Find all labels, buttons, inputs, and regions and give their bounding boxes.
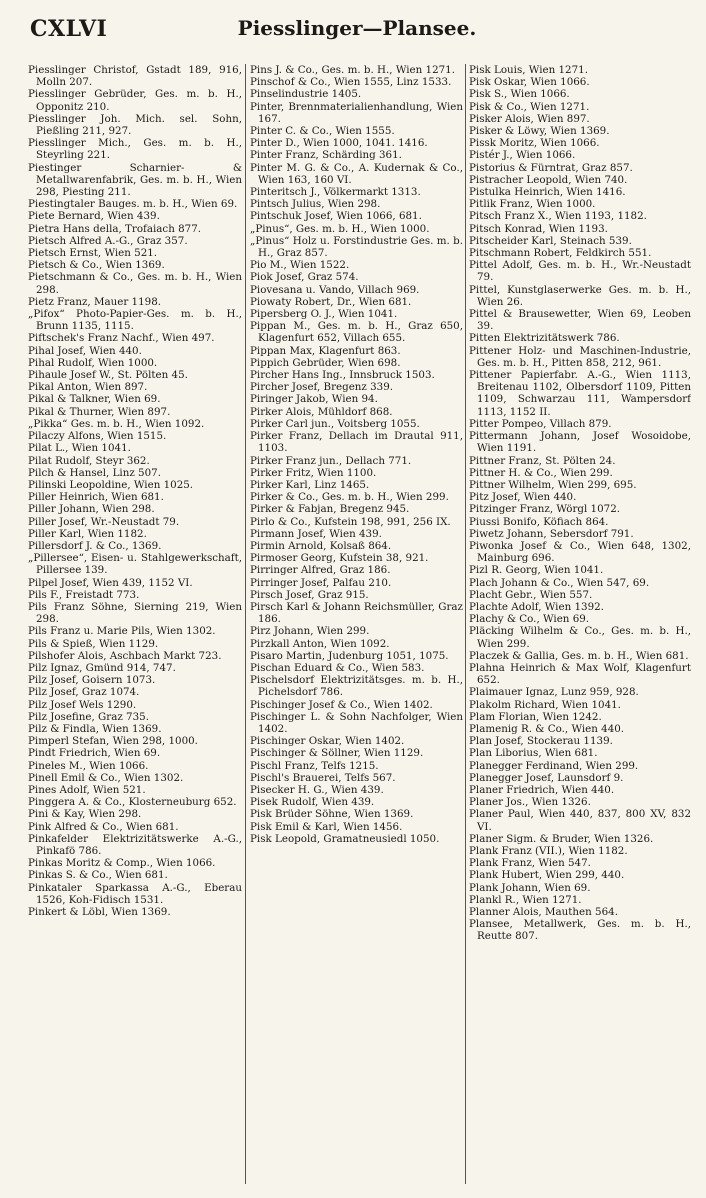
directory-entry: Plank Johann, Wien 69. xyxy=(469,881,591,894)
directory-entry: Pitter Pompeo, Villach 879. xyxy=(469,417,612,430)
column-1 xyxy=(28,64,242,1190)
directory-entry: Piesslinger Gebrüder, Ges. m. b. H., Opponitz 210. xyxy=(28,88,242,113)
directory-entry: Pirker Fritz, Wien 1100. xyxy=(250,466,377,479)
directory-entry: Pittner H. & Co., Wien 299. xyxy=(469,466,613,479)
directory-entry: Pirzkall Anton, Wien 1092. xyxy=(250,637,390,650)
directory-entry: Pisk S., Wien 1066. xyxy=(469,88,570,101)
directory-entry: Pippan M., Ges. m. b. H., Graz 650, Klagenfurt 652, Villach 655. xyxy=(250,320,463,345)
directory-entry: Pils & Spieß, Wien 1129. xyxy=(28,637,159,650)
directory-entry: Pilat L., Wien 1041. xyxy=(28,442,131,455)
directory-entry: Pini & Kay, Wien 298. xyxy=(28,808,142,821)
directory-entry: Piussi Bonifo, Köfiach 864. xyxy=(469,515,609,528)
directory-entry: Pitten Elektrizitätswerk 786. xyxy=(469,332,620,345)
directory-entry: Plank Franz, Wien 547. xyxy=(469,857,591,870)
directory-entry: Pirmoser Georg, Kufstein 38, 921. xyxy=(250,552,429,565)
directory-entry: Pirker Alois, Mühldorf 868. xyxy=(250,405,393,418)
directory-entry: Pitsch Konrad, Wien 1193. xyxy=(469,222,608,235)
column-divider xyxy=(245,64,246,1184)
directory-entry: Pittel & Brausewetter, Wien 69, Leoben 39. xyxy=(469,308,691,333)
directory-entry: Piesslinger Joh. Mich. sel. Sohn, Pießling 211, 927. xyxy=(28,112,242,138)
directory-entry: Pikal Anton, Wien 897. xyxy=(28,381,148,394)
directory-entry: Planer Sigm. & Bruder, Wien 1326. xyxy=(469,832,654,845)
directory-entry: Pinschof & Co., Wien 1555, Linz 1533. xyxy=(250,76,452,89)
directory-entry: Pink Alfred & Co., Wien 681. xyxy=(28,820,179,833)
directory-entry: Pitscheider Karl, Steinach 539. xyxy=(469,234,632,247)
directory-entry: Pittermann Johann, Josef Wosoidobe, Wien 1191. xyxy=(469,430,691,455)
directory-entry: Planer Paul, Wien 440, 837, 800 XV, 832 VI. xyxy=(469,808,691,833)
directory-entry: Pilz Josef, Graz 1074. xyxy=(28,686,140,699)
directory-entry: Pirker & Co., Ges. m. b. H., Wien 299. xyxy=(250,491,449,504)
directory-entry: Pirmin Arnold, Kolsaß 864. xyxy=(250,539,392,552)
directory-entry: Pisk Oskar, Wien 1066. xyxy=(469,76,590,89)
directory-entry: Plakolm Richard, Wien 1041. xyxy=(469,698,621,711)
directory-entry: Pietsch Alfred A.-G., Graz 357. xyxy=(28,234,188,247)
directory-entry: Plankl R., Wien 1271. xyxy=(469,893,582,906)
directory-entry: Plahna Heinrich & Max Wolf, Klagenfurt 652. xyxy=(469,661,691,687)
directory-entry: Pietsch Ernst, Wien 521. xyxy=(28,247,158,260)
directory-entry: Plan Josef, Stockerau 1139. xyxy=(469,735,613,748)
directory-entry: Planegger Josef, Launsdorf 9. xyxy=(469,771,624,784)
directory-entry: Pietra Hans della, Trofaiach 877. xyxy=(28,222,202,235)
directory-entry: Pilinski Leopoldine, Wien 1025. xyxy=(28,478,194,491)
page-title: Piesslinger—Plansee. xyxy=(237,16,477,40)
directory-entry: Piller Johann, Wien 298. xyxy=(28,503,155,516)
directory-entry: Planer Friedrich, Wien 440. xyxy=(469,783,615,796)
directory-entry: Pindt Friedrich, Wien 69. xyxy=(28,747,161,760)
directory-entry: Pippan Max, Klagenfurt 863. xyxy=(250,344,401,357)
directory-entry: Pisk Louis, Wien 1271. xyxy=(469,64,588,76)
directory-entry: Pinter, Brennmaterialienhandlung, Wien 167. xyxy=(250,100,463,125)
directory-entry: Pietschmann & Co., Ges. m. b. H., Wien 298. xyxy=(28,271,242,296)
directory-entry: Piok Josef, Graz 574. xyxy=(250,271,359,284)
directory-entry: Pilch & Hansel, Linz 507. xyxy=(28,466,161,479)
directory-entry: Piowaty Robert, Dr., Wien 681. xyxy=(250,295,412,308)
directory-entry: Pirker & Fabjan, Bregenz 945. xyxy=(250,503,410,516)
directory-entry: Pipersberg O. J., Wien 1041. xyxy=(250,308,398,321)
directory-entry: Planegger Ferdinand, Wien 299. xyxy=(469,759,639,772)
directory-entry: Pischinger L. & Sohn Nachfolger, Wien 1402. xyxy=(250,710,463,735)
directory-entry: Pisker Alois, Wien 897. xyxy=(469,112,590,125)
directory-entry: Pittner Franz, St. Pölten 24. xyxy=(469,454,616,467)
directory-entry: Pintsch Julius, Wien 298. xyxy=(250,198,381,211)
directory-entry: Pikal & Talkner, Wien 69. xyxy=(28,393,161,406)
directory-entry: Pischinger Josef & Co., Wien 1402. xyxy=(250,698,433,711)
directory-entry: Piller Karl, Wien 1182. xyxy=(28,527,147,540)
directory-entry: Pitschmann Robert, Feldkirch 551. xyxy=(469,247,652,260)
directory-entry: Pittner Wilhelm, Wien 299, 695. xyxy=(469,478,637,491)
column-divider xyxy=(465,64,466,1184)
directory-entry: Pinkas S. & Co., Wien 681. xyxy=(28,869,168,882)
page-number: CXLVI xyxy=(30,16,108,42)
directory-entry: Pihal Josef, Wien 440. xyxy=(28,344,142,357)
directory-entry: „Pifox“ Photo-Papier-Ges. m. b. H., Brunn 1135, 1115. xyxy=(28,308,242,333)
directory-entry: Pischelsdorf Elektrizitätsges. m. b. H., Pichelsdorf 786. xyxy=(250,674,463,699)
directory-entry: Pittel, Kunstglaserwerke Ges. m. b. H., Wien 26. xyxy=(469,283,691,308)
directory-entry: Pitlik Franz, Wien 1000. xyxy=(469,198,596,211)
directory-entry: Plach Johann & Co., Wien 547, 69. xyxy=(469,576,650,589)
directory-entry: Pirker Franz jun., Dellach 771. xyxy=(250,454,412,467)
directory-entry: Piller Josef, Wr.-Neustadt 79. xyxy=(28,515,180,528)
directory-entry: Pirz Johann, Wien 299. xyxy=(250,625,370,638)
directory-entry: Pippich Gebrüder, Wien 698. xyxy=(250,356,401,369)
directory-entry: Pimperl Stefan, Wien 298, 1000. xyxy=(28,735,198,748)
directory-entry: Pistracher Leopold, Wien 740. xyxy=(469,173,628,186)
directory-entry: Piestinger Scharnier- & Metallwarenfabrik, Ges. m. b. H., Wien 298, Piesting 211. xyxy=(28,161,242,199)
directory-entry: Pisk Leopold, Gramatneusiedl 1050. xyxy=(250,832,440,845)
directory-entry: Pircher Hans Ing., Innsbruck 1503. xyxy=(250,369,435,382)
directory-entry: Pilaczy Alfons, Wien 1515. xyxy=(28,430,167,443)
directory-entry: Pischl Franz, Telfs 1215. xyxy=(250,759,379,772)
directory-entry: Pisaro Martin, Judenburg 1051, 1075. xyxy=(250,649,449,662)
directory-entry: Pisek Rudolf, Wien 439. xyxy=(250,796,375,809)
directory-entry: Pilshofer Alois, Aschbach Markt 723. xyxy=(28,649,222,662)
directory-entry: Pirringer Josef, Palfau 210. xyxy=(250,576,392,589)
directory-entry: Pizl R. Georg, Wien 1041. xyxy=(469,564,604,577)
directory-entry: Piestingtaler Bauges. m. b. H., Wien 69. xyxy=(28,198,238,211)
directory-entry: Planner Alois, Mauthen 564. xyxy=(469,906,618,919)
directory-entry: Pio M., Wien 1522. xyxy=(250,259,350,272)
directory-entry: Placzek & Gallia, Ges. m. b. H., Wien 681. xyxy=(469,649,689,662)
directory-entry: Pietz Franz, Mauer 1198. xyxy=(28,295,162,308)
directory-entry: Plachte Adolf, Wien 1392. xyxy=(469,600,604,613)
directory-entry: Plachy & Co., Wien 69. xyxy=(469,613,590,626)
directory-entry: Pillersdorf J. & Co., 1369. xyxy=(28,539,162,552)
directory-entry: Pihaule Josef W., St. Pölten 45. xyxy=(28,369,188,382)
directory-entry: Placht Gebr., Wien 557. xyxy=(469,588,593,601)
directory-entry: Pils Franz u. Marie Pils, Wien 1302. xyxy=(28,625,216,638)
directory-entry: Pintschuk Josef, Wien 1066, 681. xyxy=(250,210,422,223)
directory-entry: Pissk Moritz, Wien 1066. xyxy=(469,137,600,150)
directory-entry: Piwonka Josef & Co., Wien 648, 1302, Mainburg 696. xyxy=(469,539,691,565)
directory-columns xyxy=(28,64,694,1190)
directory-entry: Pischl's Brauerei, Telfs 567. xyxy=(250,771,396,784)
directory-entry: Pinter D., Wien 1000, 1041. 1416. xyxy=(250,137,428,150)
directory-entry: Pinter C. & Co., Wien 1555. xyxy=(250,125,395,138)
directory-entry: Piller Heinrich, Wien 681. xyxy=(28,491,164,504)
directory-entry: Pinteritsch J., Völkermarkt 1313. xyxy=(250,186,421,199)
directory-entry: Pines Adolf, Wien 521. xyxy=(28,783,146,796)
directory-entry: Pinter Franz, Schärding 361. xyxy=(250,149,402,162)
directory-entry: „Pillersee“, Eisen- u. Stahlgewerkschaft, Pillersee 139. xyxy=(28,552,242,577)
directory-entry: Piete Bernard, Wien 439. xyxy=(28,210,160,223)
directory-entry: „Pinus“, Ges. m. b. H., Wien 1000. xyxy=(250,222,430,235)
directory-entry: Pittener Papierfabr. A.-G., Wien 1113, Breitenau 1102, Olbersdorf 1109, Pitten 1109, Schwarzau 111, Wampersdorf 1113, 1152 II. xyxy=(469,369,691,418)
directory-entry: Pinell Emil & Co., Wien 1302. xyxy=(28,771,184,784)
directory-entry: Pins J. & Co., Ges. m. b. H., Wien 1271. xyxy=(250,64,456,76)
directory-entry: Pisk Emil & Karl, Wien 1456. xyxy=(250,820,403,833)
directory-entry: Pinkafelder Elektrizitätswerke A.-G., Pinkafö 786. xyxy=(28,832,242,857)
directory-entry: „Pinus“ Holz u. Forstindustrie Ges. m. b. H., Graz 857. xyxy=(250,234,463,260)
directory-entry: Piringer Jakob, Wien 94. xyxy=(250,393,378,406)
directory-entry: Plamenig R. & Co., Wien 440. xyxy=(469,722,625,735)
directory-entry: Pils Franz Söhne, Sierning 219, Wien 298. xyxy=(28,600,242,626)
directory-entry: Pinkert & Löbl, Wien 1369. xyxy=(28,906,171,919)
directory-entry: Pinkataler Sparkassa A.-G., Eberau 1526, Koh-Fidisch 1531. xyxy=(28,881,242,906)
directory-entry: Pils F., Freistadt 773. xyxy=(28,588,140,601)
directory-entry: Pisker & Löwy, Wien 1369. xyxy=(469,125,610,138)
directory-entry: Pilz Ignaz, Gmünd 914, 747. xyxy=(28,661,176,674)
directory-entry: Pisk Brüder Söhne, Wien 1369. xyxy=(250,808,414,821)
directory-entry: Plam Florian, Wien 1242. xyxy=(469,710,602,723)
directory-entry: Plaimauer Ignaz, Lunz 959, 928. xyxy=(469,686,639,699)
directory-entry: Piesslinger Mich., Ges. m. b. H., Steyrling 221. xyxy=(28,137,242,162)
directory-entry: Pilz & Findla, Wien 1369. xyxy=(28,722,162,735)
directory-entry: Pischinger Oskar, Wien 1402. xyxy=(250,735,405,748)
directory-entry: Pineles M., Wien 1066. xyxy=(28,759,149,772)
directory-entry: Pittener Holz- und Maschinen-Industrie, Ges. m. b. H., Pitten 858, 212, 961. xyxy=(469,344,691,369)
directory-entry: Pilz Josefine, Graz 735. xyxy=(28,710,149,723)
directory-entry: Pinselindustrie 1405. xyxy=(250,88,362,101)
directory-entry: Pistorius & Fürntrat, Graz 857. xyxy=(469,161,633,174)
directory-entry: Pinter M. G. & Co., A. Kudernak & Co., Wien 163, 160 VI. xyxy=(250,161,463,186)
directory-entry: Pirker Carl jun., Voitsberg 1055. xyxy=(250,417,420,430)
directory-entry: Pischinger & Söllner, Wien 1129. xyxy=(250,747,424,760)
directory-entry: Pilpel Josef, Wien 439, 1152 VI. xyxy=(28,576,193,589)
directory-entry: Pinkas Moritz & Comp., Wien 1066. xyxy=(28,857,216,870)
column-2 xyxy=(250,64,463,1190)
directory-entry: Pirringer Alfred, Graz 186. xyxy=(250,564,391,577)
directory-entry: Pitzinger Franz, Wörgl 1072. xyxy=(469,503,621,516)
directory-entry: Pittel Adolf, Ges. m. b. H., Wr.-Neustadt 79. xyxy=(469,259,691,284)
directory-entry: Plank Franz (VII.), Wien 1182. xyxy=(469,845,628,857)
directory-entry: Piftschek's Franz Nachf., Wien 497. xyxy=(28,332,215,345)
directory-entry: Pirker Karl, Linz 1465. xyxy=(250,478,370,491)
directory-entry: Pirker Franz, Dellach im Drautal 911, 1103. xyxy=(250,430,463,455)
directory-entry: Pisecker H. G., Wien 439. xyxy=(250,783,384,796)
directory-entry: Pirlo & Co., Kufstein 198, 991, 256 IX. xyxy=(250,515,451,528)
directory-entry: Pitz Josef, Wien 440. xyxy=(469,491,577,504)
directory-entry: Pilz Josef Wels 1290. xyxy=(28,698,137,711)
directory-entry: Piovesana u. Vando, Villach 969. xyxy=(250,283,420,296)
directory-entry: Piesslinger Christof, Gstadt 189, 916, Molln 207. xyxy=(28,64,242,89)
directory-entry: Piwetz Johann, Sebersdorf 791. xyxy=(469,527,634,540)
directory-entry: „Pikka“ Ges. m. b. H., Wien 1092. xyxy=(28,417,205,430)
directory-entry: Pircher Josef, Bregenz 339. xyxy=(250,381,394,394)
directory-entry: Pistér J., Wien 1066. xyxy=(469,149,576,162)
directory-entry: Pinggera A. & Co., Klosterneuburg 652. xyxy=(28,796,237,809)
directory-entry: Pläcking Wilhelm & Co., Ges. m. b. H., Wien 299. xyxy=(469,625,691,650)
column-3 xyxy=(469,64,691,1190)
directory-entry: Pikal & Thurner, Wien 897. xyxy=(28,405,171,418)
page-header xyxy=(22,14,692,48)
directory-entry: Planer Jos., Wien 1326. xyxy=(469,796,591,809)
directory-entry: Pitsch Franz X., Wien 1193, 1182. xyxy=(469,210,647,223)
directory-entry: Pirmann Josef, Wien 439. xyxy=(250,527,382,540)
directory-entry: Pihal Rudolf, Wien 1000. xyxy=(28,356,158,369)
directory-entry: Plansee, Metallwerk, Ges. m. b. H., Reutte 807. xyxy=(469,918,691,943)
directory-entry: Pilat Rudolf, Steyr 362. xyxy=(28,454,150,467)
directory-entry: Plank Hubert, Wien 299, 440. xyxy=(469,869,625,882)
directory-entry: Plan Liborius, Wien 681. xyxy=(469,747,598,760)
directory-entry: Pilz Josef, Goisern 1073. xyxy=(28,674,156,687)
directory-entry: Pisk & Co., Wien 1271. xyxy=(469,100,590,113)
directory-entry: Pistulka Heinrich, Wien 1416. xyxy=(469,186,626,199)
directory-entry: Pirsch Karl & Johann Reichsmüller, Graz 186. xyxy=(250,600,463,626)
directory-entry: Pietsch & Co., Wien 1369. xyxy=(28,259,165,272)
directory-entry: Pirsch Josef, Graz 915. xyxy=(250,588,369,601)
directory-entry: Pischan Eduard & Co., Wien 583. xyxy=(250,661,425,674)
